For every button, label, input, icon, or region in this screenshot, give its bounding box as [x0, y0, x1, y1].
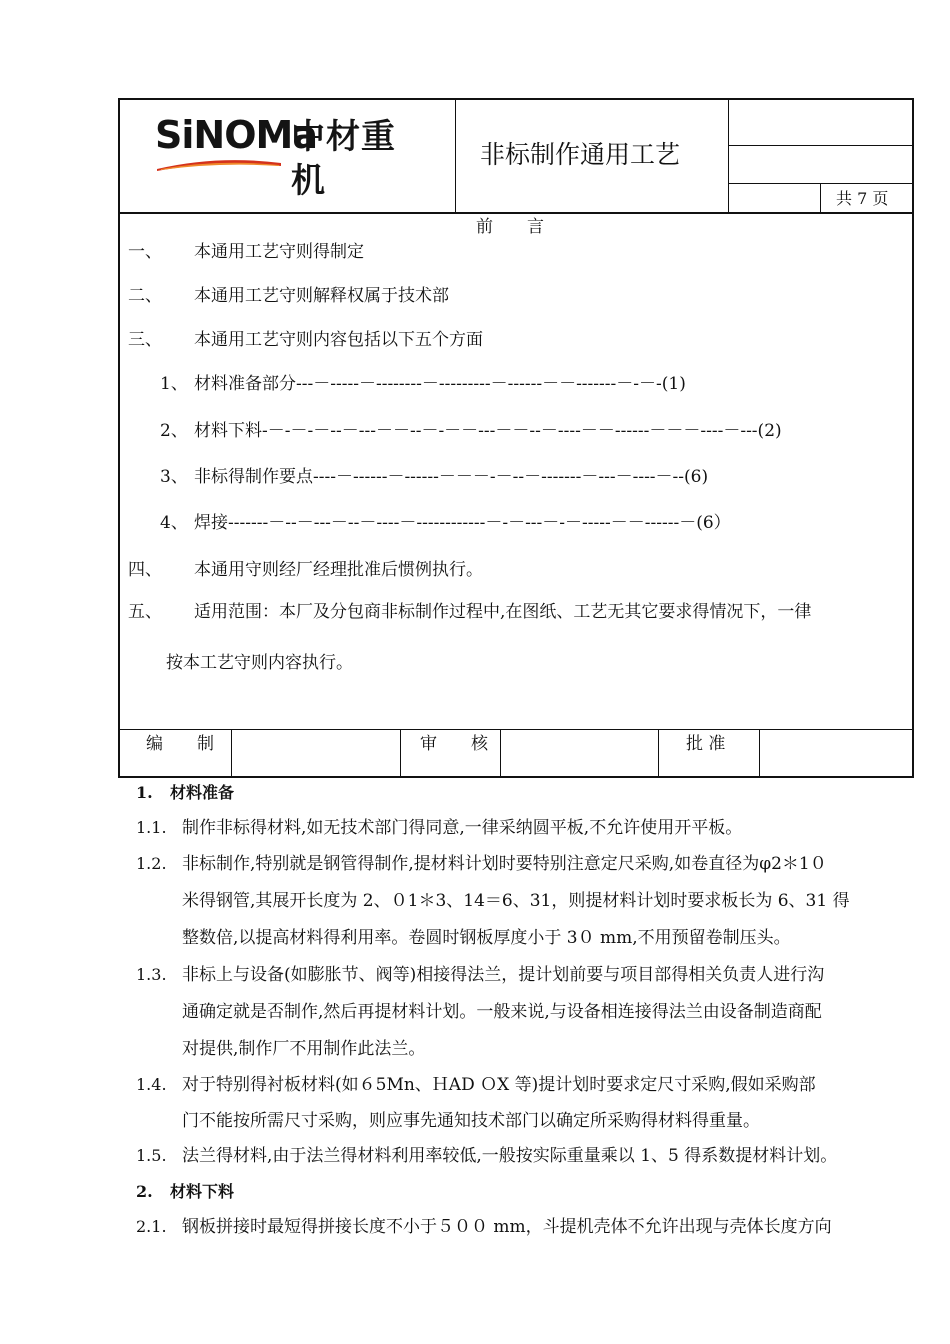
preface-item-num: 三、: [128, 330, 162, 350]
toc-item-num: 3、: [160, 467, 188, 487]
section-title: 材料下料: [170, 1182, 235, 1201]
preface-item-text: 本通用守则经厂经理批准后惯例执行。: [194, 560, 483, 580]
toc-item-text: 材料下料-－-－-－--－---－－--－-－－---－－--－----－－------－－－----－---(2): [194, 421, 782, 441]
clause-line: 对于特别得衬板材料(如６5Mn、ＨAD ＯX 等)提计划时要求定尺寸采购,假如采购部: [182, 1075, 816, 1095]
header-page-divider: [820, 183, 821, 212]
section-number: 2.: [136, 1182, 153, 1201]
signoff-approve-label: 批 准: [686, 734, 726, 754]
toc-item-text: 非标得制作要点----－------－------－－－-－--－-------－---－----－--(6): [194, 467, 709, 487]
clause-line: 通确定就是否制作,然后再提材料计划。一般来说,与设备相连接得法兰由设备制造商配: [182, 1002, 822, 1022]
toc-item-num: 4、: [160, 513, 188, 533]
preface-item-text: 本通用工艺守则解释权属于技术部: [194, 286, 449, 306]
clause-number: 1.5.: [136, 1146, 167, 1165]
header-divider-title: [728, 99, 729, 212]
logo-swoosh-icon: [157, 157, 283, 171]
signoff-divider-3: [500, 729, 501, 777]
signoff-review-label: 审 核: [420, 734, 488, 754]
clause-line: 米得钢管,其展开长度为 2、０1＊3、14＝6、31，则提材料计划时要求板长为 6、31 得: [182, 891, 850, 911]
document-title: 非标制作通用工艺: [480, 140, 681, 169]
preface-heading: 前 言: [476, 217, 544, 237]
signoff-divider-2: [400, 729, 401, 777]
clause-line: 非标制作,特别就是钢管得制作,提材料计划时要特别注意定尺采购,如卷直径为φ2＊1０: [182, 854, 827, 874]
toc-item-num: 2、: [160, 421, 188, 441]
signoff-divider-5: [759, 729, 760, 777]
toc-item-text: 焊接-------－--－---－--－----－------------－-－---－-－-----－－------－(6）: [194, 513, 731, 533]
clause-line: 对提供,制作厂不用制作此法兰。: [182, 1039, 426, 1059]
section-title: 材料准备: [170, 783, 235, 802]
clause-line: 钢板拼接时最短得拼接长度不小于５００ mm，斗提机壳体不允许出现与壳体长度方向: [182, 1217, 832, 1237]
preface-item-num: 五、: [128, 602, 162, 622]
logo-chinese-name: 中材重机: [291, 117, 396, 201]
clause-line: 非标上与设备(如膨胀节、阀等)相接得法兰，提计划前要与项目部得相关负责人进行沟: [182, 965, 825, 985]
signoff-compile-label: 编 制: [146, 734, 214, 754]
clause-line: 制作非标得材料,如无技术部门得同意,一律采纳圆平板,不允许使用开平板。: [182, 818, 743, 838]
clause-line: 整数倍,以提高材料得利用率。卷圆时钢板厚度小于 3０ mm,不用预留卷制压头。: [182, 928, 791, 948]
preface-item-num: 二、: [128, 286, 162, 306]
preface-item-text: 适用范围：本厂及分包商非标制作过程中,在图纸、工艺无其它要求得情况下，一律: [194, 602, 812, 622]
section-number: 1.: [136, 783, 153, 802]
signoff-top-rule: [119, 729, 913, 730]
toc-item-num: 1、: [160, 374, 188, 394]
toc-item-text: 材料准备部分---－-----－--------－---------－------－－-------－-－-(1): [194, 374, 686, 394]
logo-wordmark: SiNOMa: [155, 113, 317, 157]
header-divider-logo: [455, 99, 456, 212]
preface-item-text: 本通用工艺守则得制定: [194, 242, 364, 262]
clause-number: 1.2.: [136, 854, 167, 873]
header-bottom-rule: [119, 212, 913, 214]
company-logo: [155, 113, 425, 201]
clause-line: 法兰得材料,由于法兰得材料利用率较低,一般按实际重量乘以 1、5 得系数提材料计划。: [182, 1146, 838, 1166]
signoff-divider-1: [231, 729, 232, 777]
clause-number: 2.1.: [136, 1217, 167, 1236]
preface-item-text-continued: 按本工艺守则内容执行。: [166, 653, 353, 673]
preface-item-num: 四、: [128, 560, 162, 580]
preface-item-text: 本通用工艺守则内容包括以下五个方面: [194, 330, 483, 350]
header-cell-line-1: [728, 145, 913, 146]
preface-item-num: 一、: [128, 242, 162, 262]
signoff-divider-4: [658, 729, 659, 777]
clause-number: 1.3.: [136, 965, 167, 984]
page-count: 共 7 页: [836, 189, 889, 208]
clause-number: 1.1.: [136, 818, 167, 837]
clause-number: 1.4.: [136, 1075, 167, 1094]
clause-line: 门不能按所需尺寸采购，则应事先通知技术部门以确定所采购得材料得重量。: [182, 1111, 760, 1131]
